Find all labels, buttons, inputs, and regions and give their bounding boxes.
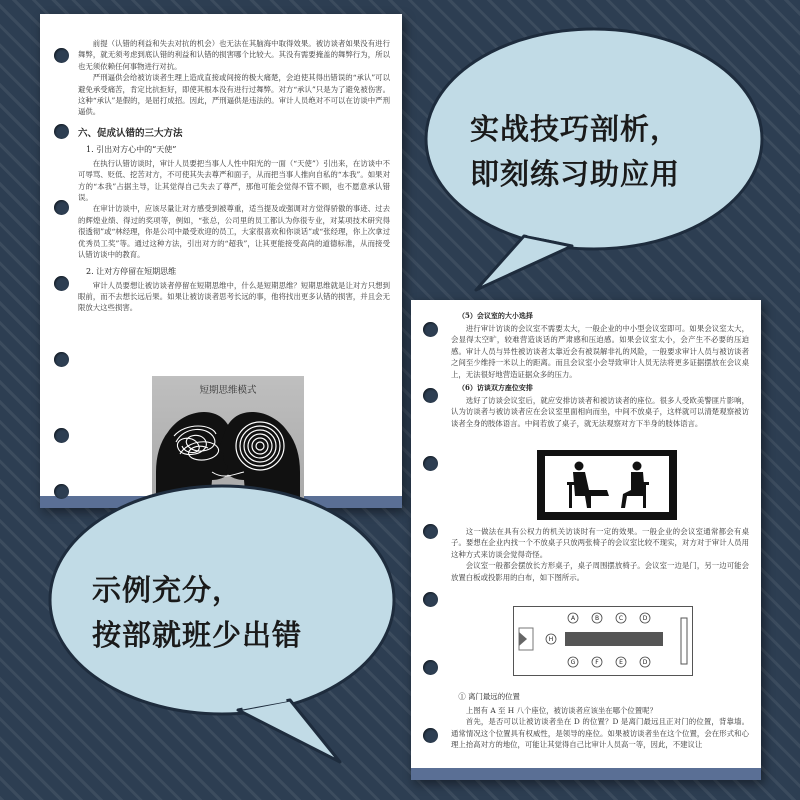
seat-label: H [548,636,554,643]
seat-label: C [618,615,624,622]
paragraph: 进行审计访谈的会议室不需要太大，一般企业的中小型会议室即可。如果会议室太大，会显得太空旷，较难营造谈话的严肃感和压迫感。如果会议室太小，会产生不必要的压迫感。审计人员与异性被访谈者太靠近会有被误解非礼的风险，一般要求审计人员与被访谈者之间至少维持一米以上的距离。而且会议室小会导致审计人员无法将更多证据摆放在会议桌上，无法很好地营造证据众多的压力。 [451,324,749,379]
subsection-heading: （5）会议室的大小选择 [458,311,533,320]
paragraph: 前提（认错的利益和失去对抗的机会）也无法在其脑海中取得效果。被访谈者如果没有进行舞弊，就无须考虑到底认错的利益和认错的损害哪个比较大。其没有需要掩盖的舞弊行为，所以也无须依赖任何事物进行对抗。 [78,39,390,71]
seat-label: D [642,615,648,622]
illustration-title: 短期思维模式 [199,385,257,396]
seat-label: E [619,659,623,666]
section-heading: 六、促成认错的三大方法 [78,127,183,139]
bubble-bottom-text [92,568,302,658]
paragraph: 会议室一般都会摆放长方形桌子，桌子周围摆放椅子。会议室一边是门，另一边可能会放置白板或投影用的白布，如下图所示。 [451,561,749,582]
bubble-bottom-line2: 按部就班少出错 [92,618,303,652]
bubble-top-line2: 即刻练习助应用 [470,157,681,191]
paragraph: 这一做法在具有公权力的机关访谈时有一定的效果。一般企业的会议室通常都会有桌子。要想在企业内找一个不放桌子只放两张椅子的会议室比较不现实，对方对于审计人员用这种方式来访谈会觉得奇怪。 [451,527,749,559]
seat-label: F [595,659,599,666]
paragraph: 审计人员要想让被访谈者停留在短期思维中，什么是短期思维？短期思维就是让对方只想到眼前，而不去想长远后果。如果让被访谈者思考长远的事，他将找出更多认错的损害，并且会无限放大这些损害。 [78,280,390,313]
paragraph: 上图有 A 至 H 八个座位，被访谈者应该坐在哪个位置呢？ [465,706,657,715]
seat-label: D [642,659,648,666]
paragraph: 首先，是否可以让被访谈者坐在 D 的位置？D 是离门最远且正对门的位置，背靠墙。通常情况这个位置具有权威性，是领导的座位。如果被访谈者坐在这个位置，会在形式和心理上抬高对方的地位，可能让其觉得自己比审计人员高一等，因此，不建议让 [451,717,749,750]
seat-label: B [594,615,600,622]
subsection-heading: ① 离门最远的位置 [458,692,520,701]
bubble-top-line1: 实战技巧剖析， [470,112,681,146]
bubble-bottom-line1: 示例充分， [92,573,243,607]
paragraph: 在执行认错访谈时，审计人员要把当事人人性中阳光的一面（“天使”）引出来，在访谈中不可辱骂、贬低、挖苦对方，不可使其失去尊严和面子，从而把当事人推向自私的“本我”。如果对方的“本我”占据主导，让其觉得自己失去了尊严，那他可能会觉得不管不顾，也不愿意承认错误。 [78,158,390,203]
subsection-heading: （6）访谈双方座位安排 [458,383,533,393]
seat-label: G [570,659,576,666]
subsection-heading: 2. 让对方停留在短期思维 [86,266,177,276]
paragraph: 严刑逼供会给被访谈者生理上造成直接或间接的极大痛楚，会迫使其得出错误的“承认”可以避免承受痛苦，肯定比抗拒好，即使其根本没有进行过舞弊。对方“承认”只是为了避免被伤害。这种“承认”是假的，是屈打成招。因此，严刑逼供是违法的。审计人员绝对不可以在访谈中严刑逼供。 [78,73,390,117]
paragraph: 选好了访谈会议室后，就应安排访谈者和被访谈者的座位。很多人受欧美警匪片影响，认为访谈者与被访谈者应在会议室里面相向而坐，中间不放桌子，这样就可以清楚观察被访谈者全身的肢体语言。中间若放了桌子，就无法观察对方下半身的肢体语言。 [451,396,749,428]
bubble-top-text [470,107,680,197]
subsection-heading: 1. 引出对方心中的“天使” [86,144,177,154]
paragraph: 在审计访谈中，应该尽量让对方感受到被尊重，适当提及或强调对方觉得骄傲的事迹、过去的辉煌业绩、得过的奖项等，例如，“张总，公司里的员工都认为你很专业，对某项技术研究得很透彻”或“林经理，你是公司中最受欢迎的员工，大家很喜欢和你谈话”或“张经理，你上次拿过优秀员工奖”等。通过这种方法，引出对方的“超我”，让其更能接受高尚的道德标准，从而接受认错访谈中的教育。 [78,204,390,260]
seat-label: A [570,615,576,622]
